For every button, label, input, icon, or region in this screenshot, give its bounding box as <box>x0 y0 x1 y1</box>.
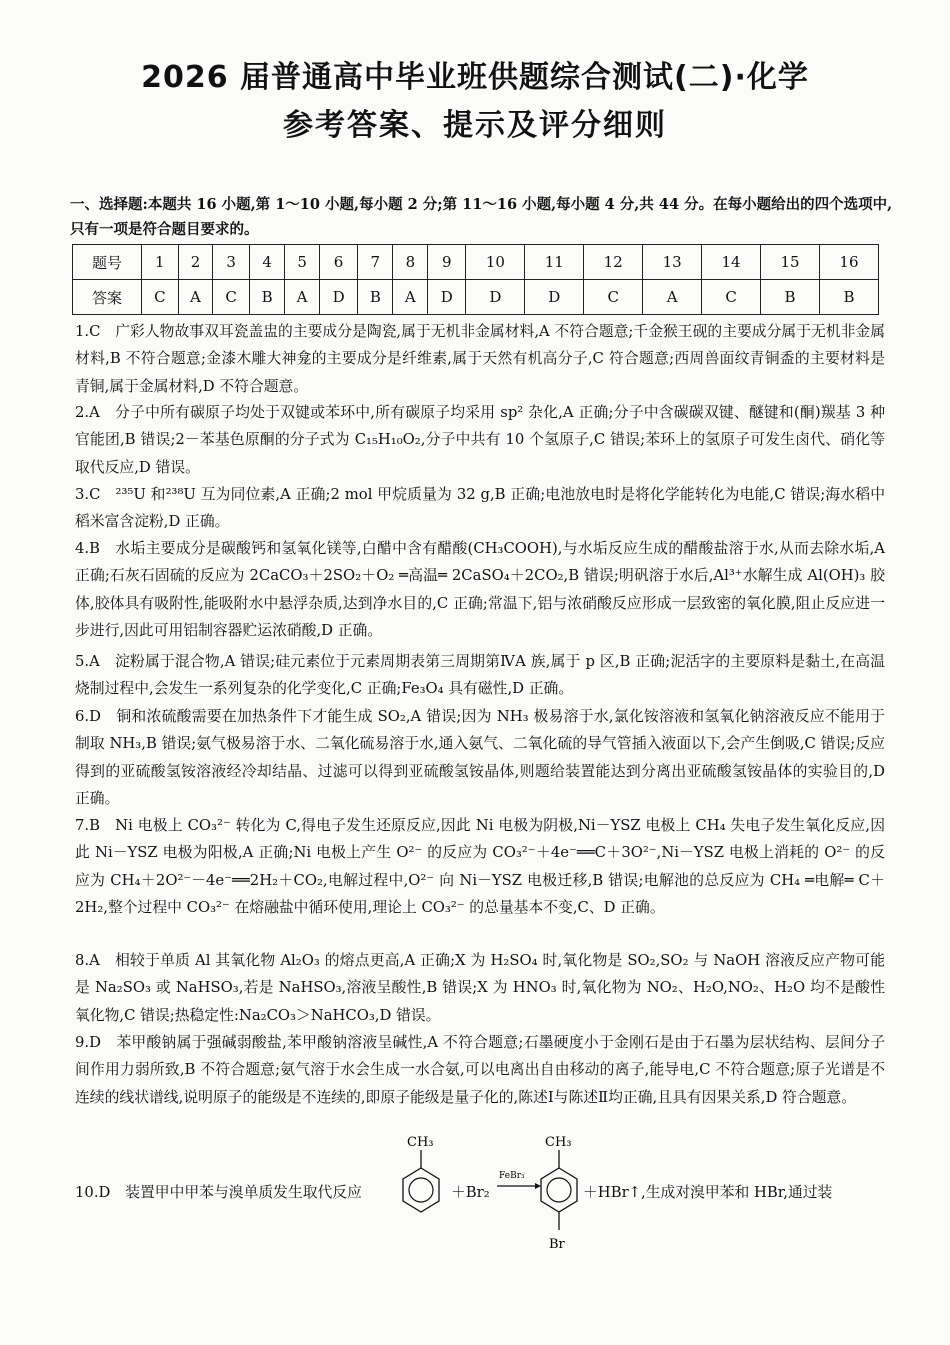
table-cell: C <box>584 280 643 315</box>
table-cell: 15 <box>761 245 820 280</box>
ch3-label-1: CH₃ <box>407 1135 434 1150</box>
table-cell: 7 <box>358 245 393 280</box>
table-row <box>73 280 879 315</box>
question-7-explanation: 7.B Ni 电极上 CO₃²⁻ 转化为 C,得电子发生还原反应,因此 Ni 电极为阴极,Ni－YSZ 电极上 CH₄ 失电子发生氧化反应,因此 Ni－YSZ 电极为阳极,A 正确;Ni 电极上产生 O²⁻ 的反应为 CO₃²⁻＋4e⁻══C＋3O²⁻,Ni－YSZ 电极上消耗的 O²⁻ 的反应为 CH₄＋2O²⁻－4e⁻══2H₂＋CO₂,电解过程中,O²⁻ 向 Ni－YSZ 电极迁移,B 错误;电解池的总反应为 CH₄ ═电解═ C＋2H₂,整个过程中 CO₃²⁻ 在熔融盐中循环使用,理论上 CO₃²⁻ 的总量基本不变,C、D 正确。 <box>75 817 885 916</box>
table-cell: 6 <box>319 245 357 280</box>
question-10-explanation <box>75 1130 885 1260</box>
table-cell: C <box>213 280 250 315</box>
table-cell: 10 <box>466 245 525 280</box>
table-cell: B <box>819 280 878 315</box>
question-5-explanation: 5.A 淀粉属于混合物,A 错误;硅元素位于元素周期表第三周期第ⅣA 族,属于 p 区,B 正确;泥活字的主要原料是黏土,在高温烧制过程中,会发生一系列复杂的化学变化,C 正确;Fe₃O₄ 具有磁性,D 正确。 <box>75 653 885 698</box>
question-1-explanation: 1.C 广彩人物故事双耳瓷盖盅的主要成分是陶瓷,属于无机非金属材料,A 不符合题意;千金猴王砚的主要成分属于无机非金属材料,B 不符合题意;金漆木雕大神龛的主要成分是纤维素,属于天然有机高分子,C 符合题意;西周兽面纹青铜盉的主要材料是青铜,属于金属材料,D 不符合题意。 <box>75 323 885 395</box>
table-cell: 11 <box>525 245 584 280</box>
catalyst-label: FeBr₃ <box>499 1171 525 1181</box>
table-cell: 16 <box>819 245 878 280</box>
table-cell: B <box>761 280 820 315</box>
q10-bromine: ＋Br₂ <box>451 1184 490 1201</box>
toluene-structure <box>393 1130 453 1230</box>
table-cell: A <box>643 280 702 315</box>
table-cell: 4 <box>249 245 284 280</box>
table-cell: 2 <box>178 245 213 280</box>
table-cell: C <box>142 280 179 315</box>
page-title: 2026 届普通高中毕业班供题综合测试(二)·化学 <box>141 60 809 95</box>
row-label: 题号 <box>73 245 142 280</box>
table-cell: D <box>428 280 466 315</box>
table-cell: B <box>358 280 393 315</box>
table-cell: 1 <box>142 245 179 280</box>
question-4-explanation: 4.B 水垢主要成分是碳酸钙和氢氧化镁等,白醋中含有醋酸(CH₃COOH),与水垢反应生成的醋酸盐溶于水,从而去除水垢,A 正确;石灰石固硫的反应为 2CaCO₃＋2SO₂＋O₂ ═高温═ 2CaSO₄＋2CO₂,B 错误;明矾溶于水后,Al³⁺水解生成 Al(OH)₃ 胶体,胶体具有吸附性,能吸附水中悬浮杂质,达到净水目的,C 正确;常温下,铝与浓硝酸反应形成一层致密的氧化膜,阻止反应进一步进行,因此可用铝制容器贮运浓硝酸,D 正确。 <box>75 540 885 639</box>
table-cell: 5 <box>285 245 320 280</box>
q10-text-start: 10.D 装置甲中甲苯与溴单质发生取代反应 <box>75 1184 362 1201</box>
table-row <box>73 245 879 280</box>
table-cell: 14 <box>702 245 761 280</box>
page-subtitle: 参考答案、提示及评分细则 <box>283 108 667 143</box>
table-cell: 3 <box>213 245 250 280</box>
question-6-explanation: 6.D 铜和浓硫酸需要在加热条件下才能生成 SO₂,A 错误;因为 NH₃ 极易溶于水,氯化铵溶液和氢氧化钠溶液反应不能用于制取 NH₃,B 错误;氨气极易溶于水、二氧化硫易溶于水,通入氨气、二氧化硫的导气管插入液面以下,会产生倒吸,C 错误;反应得到的亚硫酸氢铵溶液经冷却结晶、过滤可以得到亚硫酸氢铵晶体,则题给装置能达到分离出亚硫酸氢铵晶体的实验目的,D 正确。 <box>75 708 885 807</box>
ch3-label-2: CH₃ <box>545 1135 572 1150</box>
question-2-explanation: 2.A 分子中所有碳原子均处于双键或苯环中,所有碳原子均采用 sp² 杂化,A 正确;分子中含碳碳双键、醚键和(酮)羰基 3 种官能团,B 错误;2－苯基色原酮的分子式为 C₁₅H₁₀O₂,分子中共有 10 个氢原子,C 错误;苯环上的氢原子可发生卤代、硝化等取代反应,D 错误。 <box>75 404 885 476</box>
table-cell: 13 <box>643 245 702 280</box>
table-cell: A <box>393 280 428 315</box>
table-cell: D <box>319 280 357 315</box>
table-cell: D <box>525 280 584 315</box>
section-intro: 一、选择题:本题共 16 小题,第 1～10 小题,每小题 2 分;第 11～16 小题,每小题 4 分,共 44 分。在每小题给出的四个选项中,只有一项是符合题目要求的。 <box>70 196 893 238</box>
p-bromotoluene-structure <box>531 1130 591 1260</box>
br-label: Br <box>549 1237 565 1252</box>
answer-table <box>72 244 879 315</box>
table-cell: 9 <box>428 245 466 280</box>
table-cell: A <box>178 280 213 315</box>
question-8-explanation: 8.A 相较于单质 Al 其氧化物 Al₂O₃ 的熔点更高,A 正确;X 为 H₂SO₄ 时,氧化物是 SO₂,SO₂ 与 NaOH 溶液反应产物可能是 Na₂SO₃ 或 NaHSO₃,若是 NaHSO₃,溶液呈酸性,B 错误;X 为 HNO₃ 时,氧化物为 NO₂、H₂O,NO₂、H₂O 均不是酸性氧化物,C 错误;热稳定性:Na₂CO₃＞NaHCO₃,D 错误。 <box>75 952 885 1024</box>
table-cell: C <box>702 280 761 315</box>
table-cell: B <box>249 280 284 315</box>
question-3-explanation: 3.C ²³⁵U 和²³⁸U 互为同位素,A 正确;2 mol 甲烷质量为 32 g,B 正确;电池放电时是将化学能转化为电能,C 错误;海水稻中稻米富含淀粉,D 正确。 <box>75 486 885 531</box>
question-9-explanation: 9.D 苯甲酸钠属于强碱弱酸盐,苯甲酸钠溶液呈碱性,A 不符合题意;石墨硬度小于金刚石是由于石墨为层状结构、层间分子间作用力弱所致,B 不符合题意;氨气溶于水会生成一水合氨,可以电离出自由移动的离子,能导电,C 不符合题意;原子光谱是不连续的线状谱线,说明原子的能级是不连续的,即原子能级是量子化的,陈述Ⅰ与陈述Ⅱ均正确,且具有因果关系,D 符合题意。 <box>75 1034 885 1106</box>
table-cell: A <box>285 280 320 315</box>
q10-text-end: ＋HBr↑,生成对溴甲苯和 HBr,通过装 <box>583 1184 833 1201</box>
table-cell: 8 <box>393 245 428 280</box>
table-cell: D <box>466 280 525 315</box>
row-label: 答案 <box>73 280 142 315</box>
table-cell: 12 <box>584 245 643 280</box>
